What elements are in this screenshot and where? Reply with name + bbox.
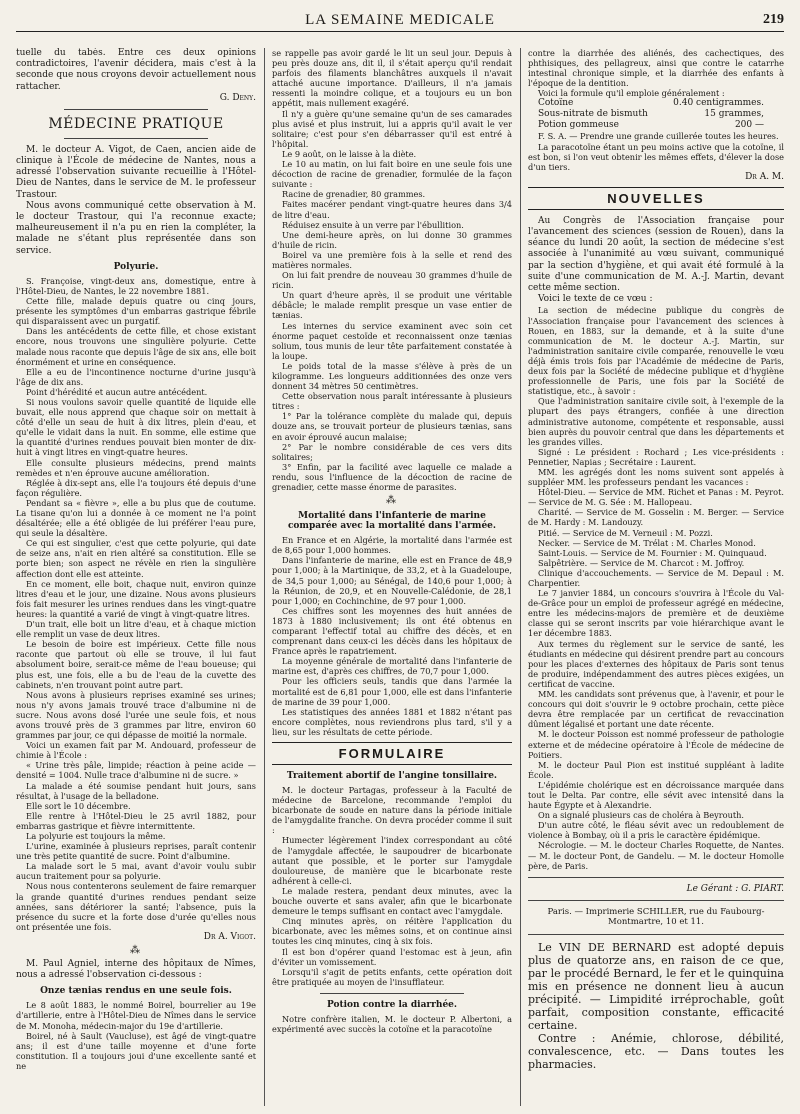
gerant-line: Le Gérant : G. PIART. — [686, 883, 784, 894]
paragraph: Dans les antécédents de cette fille, et chose existant encore, nous trouvons une singulière polyurie. Cette malade nous raconte que depuis l'âge de six ans, elle boit énormément et urine en conséquence. — [16, 326, 256, 367]
paragraph: Le besoin de boire est impérieux. Cette fille nous raconte que partout où elle se trouve, il lui faut absolument boire, serait-ce même de l'eau boueuse; qui plus est, une fois, elle a bu de l'eau de la cuvette des cabinets, n'en trouvant point autre part. — [16, 639, 256, 690]
paragraph: M. le docteur Poisson est nommé professeur de pathologie externe et de médecine opératoire à l'École de médecine de Poitiers. — [528, 729, 784, 760]
advertisement: Le VIN DE BERNARD est adopté depuis plus de quatorze ans, en raison de ce que, par le procédé Bernard, le fer et le quinquina mis en présence ne donnent lieu à aucun précipité. — Limpidité irréprochable, goût parfait, composition constante, efficacité certaine. — [528, 940, 784, 1032]
paragraph: Voici le texte de ce vœu : — [538, 294, 653, 305]
column-2 — [272, 48, 512, 1106]
paragraph: Hôtel-Dieu. — Service de MM. Richet et Panas : M. Peyrot. — Service de M. G. Sée : M. Hallopeau. — [528, 487, 784, 508]
divider — [528, 934, 784, 935]
paragraph: On lui fait prendre de nouveau 30 grammes d'huile de ricin. — [272, 270, 512, 291]
paragraph: Humecter légèrement l'index correspondant au côté de l'amygdale affectée, le saupoudrer de bicarbonate autant que possible, et le porter sur l'amygdale douloureuse, de manière que le bicarbonate reste adhérent à celle-ci. — [272, 835, 512, 886]
paragraph: Nous nous contenterons seulement de faire remarquer la grande quantité d'urines rendues pendant seize années, sans détériorer la santé; l'absence, puis la présence du sucre et la forte dose d'urée qu'elles nous ont présentée une fois. — [16, 881, 256, 932]
section-title: MÉDECINE PRATIQUE — [48, 115, 224, 132]
divider — [64, 138, 208, 139]
paragraph: Au Congrès de l'Association française pour l'avancement des sciences (session de Rouen), dans la séance du lundi 20 août, la section de médecine s'est associée à l'unanimité au vœu suivant, communiqué par la section d'hygiène, et qui avait été formulé à la suite d'une communication de M. A.-J. Martin, devant cette même section. — [528, 215, 784, 294]
formula-list — [528, 98, 784, 131]
paragraph: Charité. — Service de M. Gosselin : M. Berger. — Service de M. Hardy : M. Landouzy. — [528, 507, 784, 528]
paragraph: Le 10 au matin, on lui fait boire en une seule fois une décoction de racine de grenadier, formulée de la façon suivante : — [272, 159, 512, 190]
paragraph: Necker. — Service de M. Trélat : M. Charles Monod. — [538, 537, 756, 548]
paragraph: Cette observation nous paraît intéressante à plusieurs titres : — [272, 391, 512, 412]
paragraph: se rappelle pas avoir gardé le lit un seul jour. Depuis à peu près douze ans, dit il, il s'était aperçu qu'il rendait parfois des filaments blanchâtres auxquels il n'avait attaché aucune importance. D'ailleurs, il n'a jamais ressenti la moindre colique, et a toujours eu un bon appétit, mais nullement exagéré. — [272, 48, 512, 109]
divider — [320, 993, 464, 994]
section-title: FORMULAIRE — [272, 742, 512, 765]
paragraph: Le poids total de la masse s'élève à près de un kilogramme. Les longueurs additionnées des onze vers donnent 34 mètres 50 centimètres. — [272, 360, 512, 392]
paragraph: L'urine, examinée à plusieurs reprises, paraît contenir une très petite quantité de sucre. Point d'albumine. — [16, 841, 256, 862]
paragraph: Que l'administration sanitaire civile soit, à l'exemple de la plupart des pays étrangers, confiée à une direction administrative autonome, compétente et responsable, aussi bien auprès du pouvoir central que dans les départements et les grandes villes. — [528, 396, 784, 447]
paragraph: La moyenne générale de mortalité dans l'infanterie de marine est, d'après ces chiffres, de 70,7 pour 1,000. — [272, 656, 512, 677]
author-signature: Dr A. M. — [745, 171, 784, 182]
article-title: Mortalité dans l'infanterie de marine comparée avec la mortalité dans l'armée. — [287, 511, 497, 532]
paragraph: L'épidémie cholérique est en décroissance marquée dans tout le Delta. Par contre, elle sévit avec intensité dans la haute Égypte et à Alexandrie. — [528, 779, 784, 811]
paragraph: M. le docteur Partagas, professeur à la Faculté de médecine de Barcelone, recommande l'emploi du bicarbonate de soude en nature dans la période initiale de l'amygdalite franche. On devra procéder comme il suit : — [272, 785, 512, 836]
paragraph: contre la diarrhée des aliénés, des cachectiques, des phthisiques, des pellagreux, ainsi que contre le catarrhe intestinal chronique simple, et la diarrhée des enfants à l'époque de la dentition. — [528, 48, 784, 89]
paragraph: D'un trait, elle boit un litre d'eau, et à chaque miction elle remplit un vase de deux litres. — [16, 619, 256, 640]
paragraph: Nous avons communiqué cette observation à M. le docteur Trastour, qui l'a reconnue exacte; malheureusement il n'a pu en rien la compléter, la malade ne s'étant plus représentée dans son service. — [16, 200, 256, 256]
paragraph: Cinq minutes après, on réitère l'application du bicarbonate, avec les mêmes soins, et on continue ainsi toutes les cinq minutes, cinq à six fois. — [272, 916, 512, 947]
article-title: Potion contre la diarrhée. — [326, 999, 458, 1010]
paragraph: 3° Enfin, par la facilité avec laquelle ce malade a rendu, sous l'influence de la décoction de racine de grenadier, cette masse énorme de parasites. — [272, 461, 512, 493]
paragraph: Nous avons à plusieurs reprises examiné ses urines; nous n'y avons jamais trouvé trace d'albumine ni de sucre. Nous avons dosé l'urée une seule fois, et nous avons trouvé près de 3 grammes par litre, environ 60 grammes par jour, ce qui dépasse de moitié la normale. — [16, 689, 256, 741]
paragraph: Elle rentre à l'Hôtel-Dieu le 25 avril 1882, pour embarras gastrique et fièvre intermittente. — [16, 810, 256, 831]
paragraph: MM. les agrégés dont les noms suivent sont appelés à suppléer MM. les professeurs pendant les vacances : — [528, 466, 784, 488]
paragraph: La polyurie est toujours la même. — [26, 831, 166, 841]
column-3 — [528, 48, 784, 1106]
paragraph: 1° Par la tolérance complète du malade qui, depuis douze ans, se trouvait porteur de plusieurs tænias, sans en avoir éprouvé aucun malaise; — [272, 411, 512, 442]
paragraph: Boirel, né à Sault (Vaucluse), est âgé de vingt-quatre ans; il est d'une taille moyenne et d'une forte constitution. Il a toujours joui d'une excellente santé et ne — [16, 1030, 256, 1071]
paragraph: Point d'hérédité et aucun autre antécédent. — [26, 386, 208, 397]
formula-row: Sous-nitrate de bismuth 15 grammes, — [538, 109, 764, 120]
page-header — [16, 10, 784, 32]
column-rule — [264, 48, 265, 1106]
paragraph: Il est bon d'opérer quand l'estomac est à jeun, afin d'éviter un vomissement. — [272, 946, 512, 967]
paragraph: Une demi-heure après, on lui donne 30 grammes d'huile de ricin. — [272, 229, 512, 250]
paragraph: Si nous voulons savoir quelle quantité de liquide elle buvait, elle nous apprend que chaque soir on mettait à côté d'elle un seau de huit à dix litres, plein d'eau, et qu'elle le vidait dans la nuit. En somme, elle estime que la quantité d'urines rendues pouvait bien monter de dix-huit à vingt litres en vingt-quatre heures. — [16, 396, 256, 458]
paragraph: F. S. A. — Prendre une grande cuillerée toutes les heures. — [538, 131, 779, 142]
divider — [64, 109, 208, 110]
signers-block: Signé : Le président : Rochard ; Les vice-présidents : Pennetier, Napias ; Secrétaire : Laurent. — [528, 446, 784, 467]
paragraph: Il n'y a guère qu'une semaine qu'un de ses camarades plus avisé et plus instruit, lui a appris qu'il avait le ver solitaire; c'est pour s'en débarrasser qu'il est entré à l'hôpital. — [272, 108, 512, 149]
paragraph: Faites macérer pendant vingt-quatre heures dans 3/4 de litre d'eau. — [272, 199, 512, 220]
column-1 — [16, 48, 256, 1106]
paragraph: Les internes du service examinent avec soin cet énorme paquet cestoïde et reconnaissent onze tænias solium, tous munis de leur tête parfaitement constatée à la loupe. — [272, 320, 512, 361]
paragraph: La malade a été soumise pendant huit jours, sans résultat, à l'usage de la belladone. — [16, 780, 256, 801]
journal-title: LA SEMAINE MEDICALE — [305, 12, 495, 28]
article-title: Onze tænias rendus en une seule fois. — [40, 986, 232, 997]
formula-row: Potion gommeuse 200 — — [538, 120, 764, 131]
paragraph: Le 8 août 1883, le nommé Boirel, bourrelier au 19e d'artillerie, entre à l'Hôtel-Dieu de Nîmes dans le service de M. Monoha, médecin-major du 19e d'artillerie. — [16, 1000, 256, 1031]
section-separator: ⁂ — [386, 495, 398, 507]
paragraph: Lorsqu'il s'agit de petits enfants, cette opération doit être pratiquée au moyen de l'insufflateur. — [272, 966, 512, 987]
paragraph: Le 7 janvier 1884, un concours s'ouvrira à l'École du Val-de-Grâce pour un emploi de professeur agrégé en médecine, entre les médecins-majors de première et de deuxième classe qui se seront inscrits par voie hiérarchique avant le 1er décembre 1883. — [528, 588, 784, 639]
paragraph: Nécrologie. — M. le docteur Charles Roquette, de Nantes. — M. le docteur Pont, de Gandelu. — M. le docteur Homolle père, de Paris. — [528, 840, 784, 871]
paragraph: Saint-Louis. — Service de M. Fournier : M. Quinquaud. — [538, 547, 767, 558]
paragraph: M. le docteur A. Vigot, de Caen, ancien aide de clinique à l'École de médecine de Nantes, nous a adressé l'observation suivante recueillie à l'Hôtel-Dieu de Nantes, dans le service de M. le professeur Trastour. — [16, 144, 256, 200]
paragraph: Pitié. — Service de M. Verneuil : M. Pozzi. — [538, 527, 713, 538]
paragraph: Elle a eu de l'incontinence nocturne d'urine jusqu'à l'âge de dix ans. — [16, 366, 256, 387]
imprint-line: Paris. — Imprimerie SCHILLER, rue du Faubourg- — [547, 906, 765, 917]
paragraph: Voici la formule qu'il emploie généralement : — [538, 88, 725, 99]
paragraph: M. Paul Agniel, interne des hôpitaux de Nîmes, nous a adressé l'observation ci-dessous : — [16, 958, 256, 981]
paragraph: Ce qui est singulier, c'est que cette polyurie, qui date de seize ans, n'ait en rien altéré sa constitution. Elle se porte bien; son aspect ne révèle en rien la singulière affection dont elle est atteinte. — [16, 538, 256, 579]
section-separator: ⁂ — [130, 944, 142, 956]
paragraph: Racine de grenadier, 80 grammes. — [282, 189, 426, 200]
divider — [528, 877, 784, 878]
imprint-line: Montmartre, 10 et 11. — [608, 917, 704, 928]
paragraph: Un quart d'heure après, il se produit une véritable débâcle; le malade remplit presque un vase entier de tænias. — [272, 290, 512, 321]
paragraph: Réduisez ensuite à un verre par l'ébullition. — [282, 219, 464, 230]
article-title: Polyurie. — [113, 261, 159, 272]
paragraph: Pour les officiers seuls, tandis que dans l'armée la mortalité est de 6,81 pour 1,000, elle est dans l'infanterie de marine de 39 pour 1,000. — [272, 676, 512, 707]
paragraph: D'un autre côté, le fléau sévit avec un redoublement de violence à Bombay, où il a pris le caractère épidémique. — [528, 820, 784, 841]
paragraph: Le malade restera, pendant deux minutes, avec la bouche ouverte et sans avaler, afin que le bicarbonate demeure le temps suffisant en contact avec l'amygdale. — [272, 885, 512, 917]
paragraph: Notre confrère italien, M. le docteur P. Albertoni, a expérimenté avec succès la cotoïne et la paracotoïne — [272, 1013, 512, 1034]
paragraph: S. Françoise, vingt-deux ans, domestique, entre à l'Hôtel-Dieu, de Nantes, le 22 novembre 1881. — [16, 275, 256, 296]
divider — [528, 900, 784, 901]
paragraph: Elle consulte plusieurs médecins, prend maints remèdes et n'en éprouve aucune amélioration. — [16, 457, 256, 478]
paragraph: Réglée à dix-sept ans, elle l'a toujours été depuis d'une façon régulière. — [16, 477, 256, 498]
paragraph: MM. les candidats sont prévenus que, à l'avenir, et pour le concours qui doit s'ouvrir le 9 octobre prochain, cette pièce devra être remplacée par un certificat de revaccination dûment légalisé et portant une date récente. — [528, 689, 784, 730]
paragraph: 2° Par le nombre considérable de ces vers dits solitaires; — [272, 441, 512, 462]
paragraph: Aux termes du règlement sur le service de santé, les étudiants en médecine qui désirent prendre part au concours pour les places d'externes des hôpitaux de Paris sont tenus de produire, indépendamment des autres pièces exigées, un certificat de vaccine. — [528, 638, 784, 689]
paragraph: Elle sort le 10 décembre. — [26, 800, 131, 811]
paragraph: Les statistiques des années 1881 et 1882 n'étant pas encore complètes, nous reviendrons plus tard, s'il y a lieu, sur les résultats de cette période. — [272, 706, 512, 737]
author-signature: G. Deny. — [219, 92, 256, 103]
author-signature: Dr A. Vigot. — [203, 931, 256, 942]
paragraph: Clinique d'accouchements. — Service de M. Depaul : M. Charpentier. — [528, 567, 784, 588]
paragraph: tuelle du tabès. Entre ces deux opinions contradictoires, l'avenir décidera, mais c'est à la seconde que nous croyons devoir actuellement nous rattacher. — [16, 48, 256, 92]
paragraph: « Urine très pâle, limpide; réaction à peine acide — densité = 1004. Nulle trace d'albumine ni de sucre. » — [16, 760, 256, 781]
formula-row: Cotoïne 0.40 centigrammes. — [538, 98, 764, 109]
page-number: 219 — [763, 12, 784, 27]
paragraph: Voici un examen fait par M. Andouard, professeur de chimie à l'École : — [16, 740, 256, 761]
paragraph: En ce moment, elle boit, chaque nuit, environ quinze litres d'eau et le jour, une dizaine. Nous avons plusieurs fois fait mesurer les urines rendues dans les vingt-quatre heures: la quantité a varié de vingt à vingt-quatre litres. — [16, 578, 256, 619]
paragraph: Salpêtrière. — Service de M. Charcot : M. Joffroy. — [538, 557, 745, 568]
paragraph: Ces chiffres sont les moyennes des huit années de 1873 à 1880 inclusivement; ils ont été obtenus en comparant l'effectif total au chiffre des décès, et en comprenant dans ceux-ci les décès dans les hôpitaux de France après le rapatriement. — [272, 605, 512, 657]
paragraph: On a signalé plusieurs cas de choléra à Beyrouth. — [538, 810, 745, 821]
paragraph: Cette fille, malade depuis quatre ou cinq jours, présente les symptômes d'un embarras gastrique fébrile qui disparaissent avec un purgatif. — [16, 296, 256, 327]
paragraph: Dans l'infanterie de marine, elle est en France de 48,9 pour 1,000; à la Martinique, de 33,2, et à la Guadeloupe, de 34,5 pour 1,000; au Sénégal, de 140,6 pour 1,000; à la Réunion, de 20,9, et en Nouvelle-Calédonie, de 28,1 pour 1,000; en Cochinchine, de 97 pour 1,000. — [272, 555, 512, 606]
paragraph: Boirel va une première fois à la selle et rend des matières normales. — [272, 249, 512, 270]
paragraph: En France et en Algérie, la mortalité dans l'armée est de 8,65 pour 1,000 hommes. — [272, 535, 512, 556]
paragraph: La malade sort le 5 mai, avant d'avoir voulu subir aucun traitement pour sa polyurie. — [16, 861, 256, 882]
paragraph: Pendant sa « fièvre », elle a bu plus que de coutume. La tisane qu'on lui a donnée à ce moment ne l'a point désaltérée; elle a été obligée de lui préférer l'eau pure, qui seule la désaltère. — [16, 497, 256, 539]
paragraph: Le 9 août, on le laisse à la diète. — [282, 148, 417, 159]
paragraph: M. le docteur Paul Pion est institué suppléant à ladite École. — [528, 759, 784, 780]
paragraph: La paracotoïne étant un peu moins active que la cotoïne, il est bon, si l'on veut obtenir les mêmes effets, d'élever la dose d'un tiers. — [528, 141, 784, 172]
section-title: NOUVELLES — [528, 187, 784, 210]
article-title: Traitement abortif de l'angine tonsillaire. — [286, 771, 498, 781]
paragraph: La section de médecine publique du congrès de l'Association française pour l'avancement des sciences à Rouen, en 1883, sur la demande, et à la suite d'une communication de M. le docteur A.-J. Martin, sur l'administration sanitaire civile comparée, renouvelle le vœu déjà émis trois fois par l'Académie de médecine de Paris, deux fois par la Société de médecine publique et d'hygiène professionnelle de Paris, une fois par la Société de statistique, etc., à savoir : — [528, 305, 784, 397]
page-body — [16, 40, 784, 1106]
advertisement: Contre : Anémie, chlorose, débilité, convalescence, etc. — Dans toutes les pharmacies. — [528, 1031, 784, 1071]
column-rule — [520, 48, 521, 1106]
